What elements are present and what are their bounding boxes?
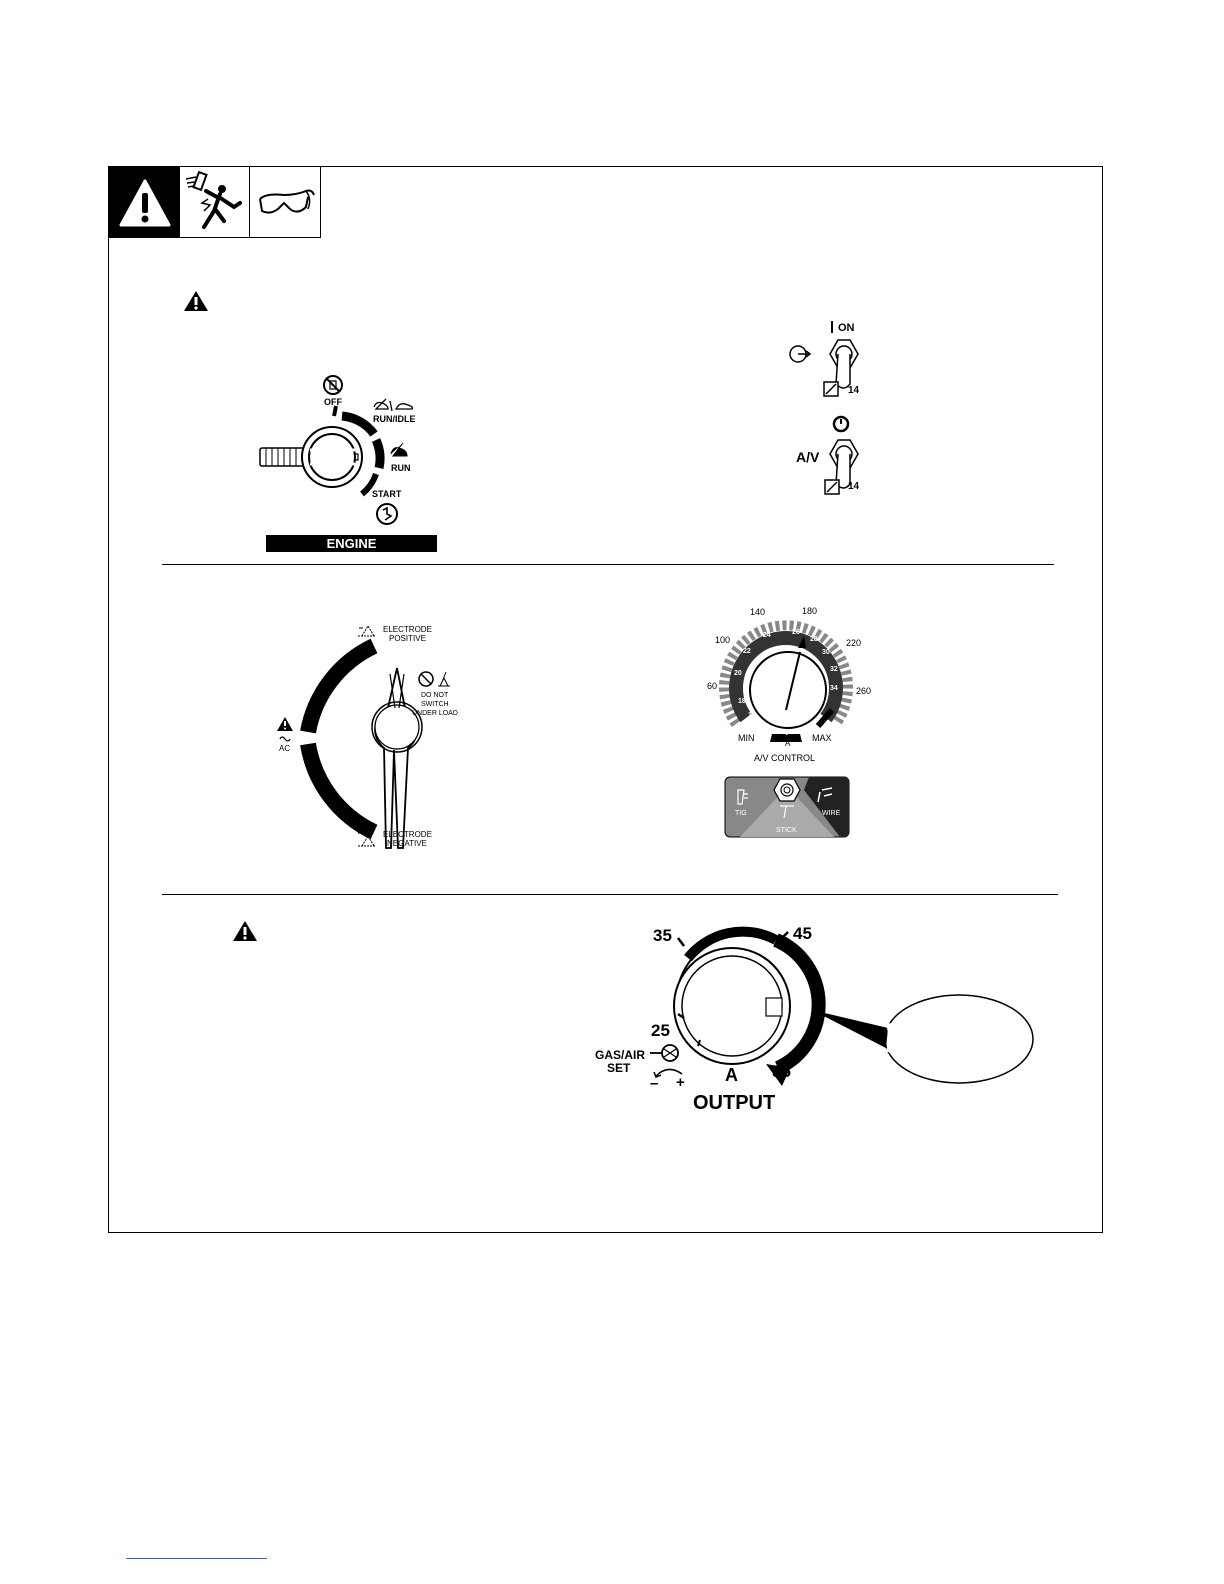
gas-air-label: GAS/AIR (595, 1048, 646, 1062)
av-inner-18: 18 (738, 698, 746, 705)
av-outer-220: 220 (846, 638, 862, 648)
engine-off-label: OFF (324, 397, 342, 407)
under-load-label: UNDER LOAD (412, 710, 458, 717)
electric-shock-icon (184, 169, 246, 235)
ac-warning-icon (276, 716, 294, 732)
engine-title-bar: ENGINE (266, 535, 437, 552)
engine-run-idle-label: RUN/IDLE (373, 414, 416, 424)
av-inner-26: 26 (792, 629, 800, 636)
no-switch-icon (418, 670, 452, 688)
electrode-positive-icon (356, 624, 380, 638)
av-inner-16: 16 (748, 712, 756, 719)
no-engine-icon (322, 374, 344, 396)
output-unit-label: A (725, 1065, 738, 1085)
switch-label: SWITCH (421, 701, 449, 708)
engine-start-icon (375, 502, 399, 526)
section-divider-1 (162, 564, 1054, 565)
timer-icon (832, 415, 850, 433)
warning-triangle-icon (117, 175, 173, 231)
av-outer-180: 180 (802, 606, 818, 616)
av-inner-32: 32 (830, 666, 838, 673)
av-a-label: A (785, 739, 791, 748)
av-outer-60: 60 (707, 681, 718, 691)
av-outer-260: 260 (856, 686, 872, 696)
safety-glasses-icon (256, 185, 316, 219)
gas-flow-icon (648, 1043, 682, 1063)
av-v-label: V (784, 728, 790, 737)
engine-start-label: START (372, 489, 402, 499)
engine-run-label: RUN (391, 463, 411, 473)
warning-icon (232, 919, 258, 943)
callout-bubble (810, 994, 1036, 1086)
output-scale-25: 25 (651, 1021, 670, 1040)
av-outer-100: 100 (715, 635, 731, 645)
av-inner-28: 28 (810, 636, 818, 643)
electrode-negative-icon (356, 830, 380, 848)
av-inner-24: 24 (763, 632, 771, 639)
process-tig-label[interactable]: TIG (735, 810, 747, 817)
av-control-title: A/V CONTROL (754, 753, 816, 763)
av-toggle-switch[interactable] (822, 436, 866, 500)
on-label: ON (838, 322, 855, 334)
av-inner-22: 22 (743, 648, 751, 655)
eye-protection-box (249, 166, 321, 238)
output-title: OUTPUT (693, 1092, 776, 1114)
section-divider-2 (162, 894, 1058, 895)
electric-shock-box (179, 166, 250, 238)
footer-link-underline (126, 1558, 267, 1559)
output-scale-55: 55 (772, 1062, 791, 1081)
av-toggle-label: A/V (796, 449, 820, 465)
process-wire-label[interactable]: WIRE (822, 810, 841, 817)
rabbit-turtle-icon (372, 397, 416, 413)
gas-air-set-label: SET (607, 1061, 631, 1075)
process-stick-label[interactable]: STICK (776, 827, 797, 834)
output-scale-45: 45 (793, 924, 812, 943)
polarity-switch-dial[interactable] (270, 620, 470, 856)
electrode-positive-label-2: POSITIVE (389, 634, 426, 643)
ac-sine-icon (279, 735, 291, 743)
toggle-top-number: 14 (848, 385, 860, 396)
av-inner-34: 34 (830, 685, 838, 692)
av-inner-30: 30 (822, 649, 830, 656)
electrode-negative-label-2: NEGATIVE (387, 839, 427, 848)
output-minus-label: – (650, 1075, 659, 1092)
av-max-label: MAX (812, 733, 832, 743)
rabbit-icon (389, 442, 409, 460)
do-not-label: DO NOT (421, 692, 449, 699)
output-scale-35: 35 (653, 926, 672, 945)
toggle-bottom-number: 14 (848, 481, 860, 492)
av-inner-20: 20 (734, 670, 742, 677)
av-control-dial[interactable] (700, 606, 880, 756)
on-indicator-bar (831, 321, 833, 333)
warning-icon (183, 289, 209, 313)
output-plus-label: + (676, 1074, 685, 1091)
ac-label: AC (279, 744, 291, 753)
electrode-negative-label-1: ELECTRODE (383, 830, 432, 839)
av-min-label: MIN (738, 733, 755, 743)
av-outer-140: 140 (750, 607, 766, 617)
electrode-positive-label-1: ELECTRODE (383, 625, 432, 634)
warning-header-box (108, 166, 180, 238)
